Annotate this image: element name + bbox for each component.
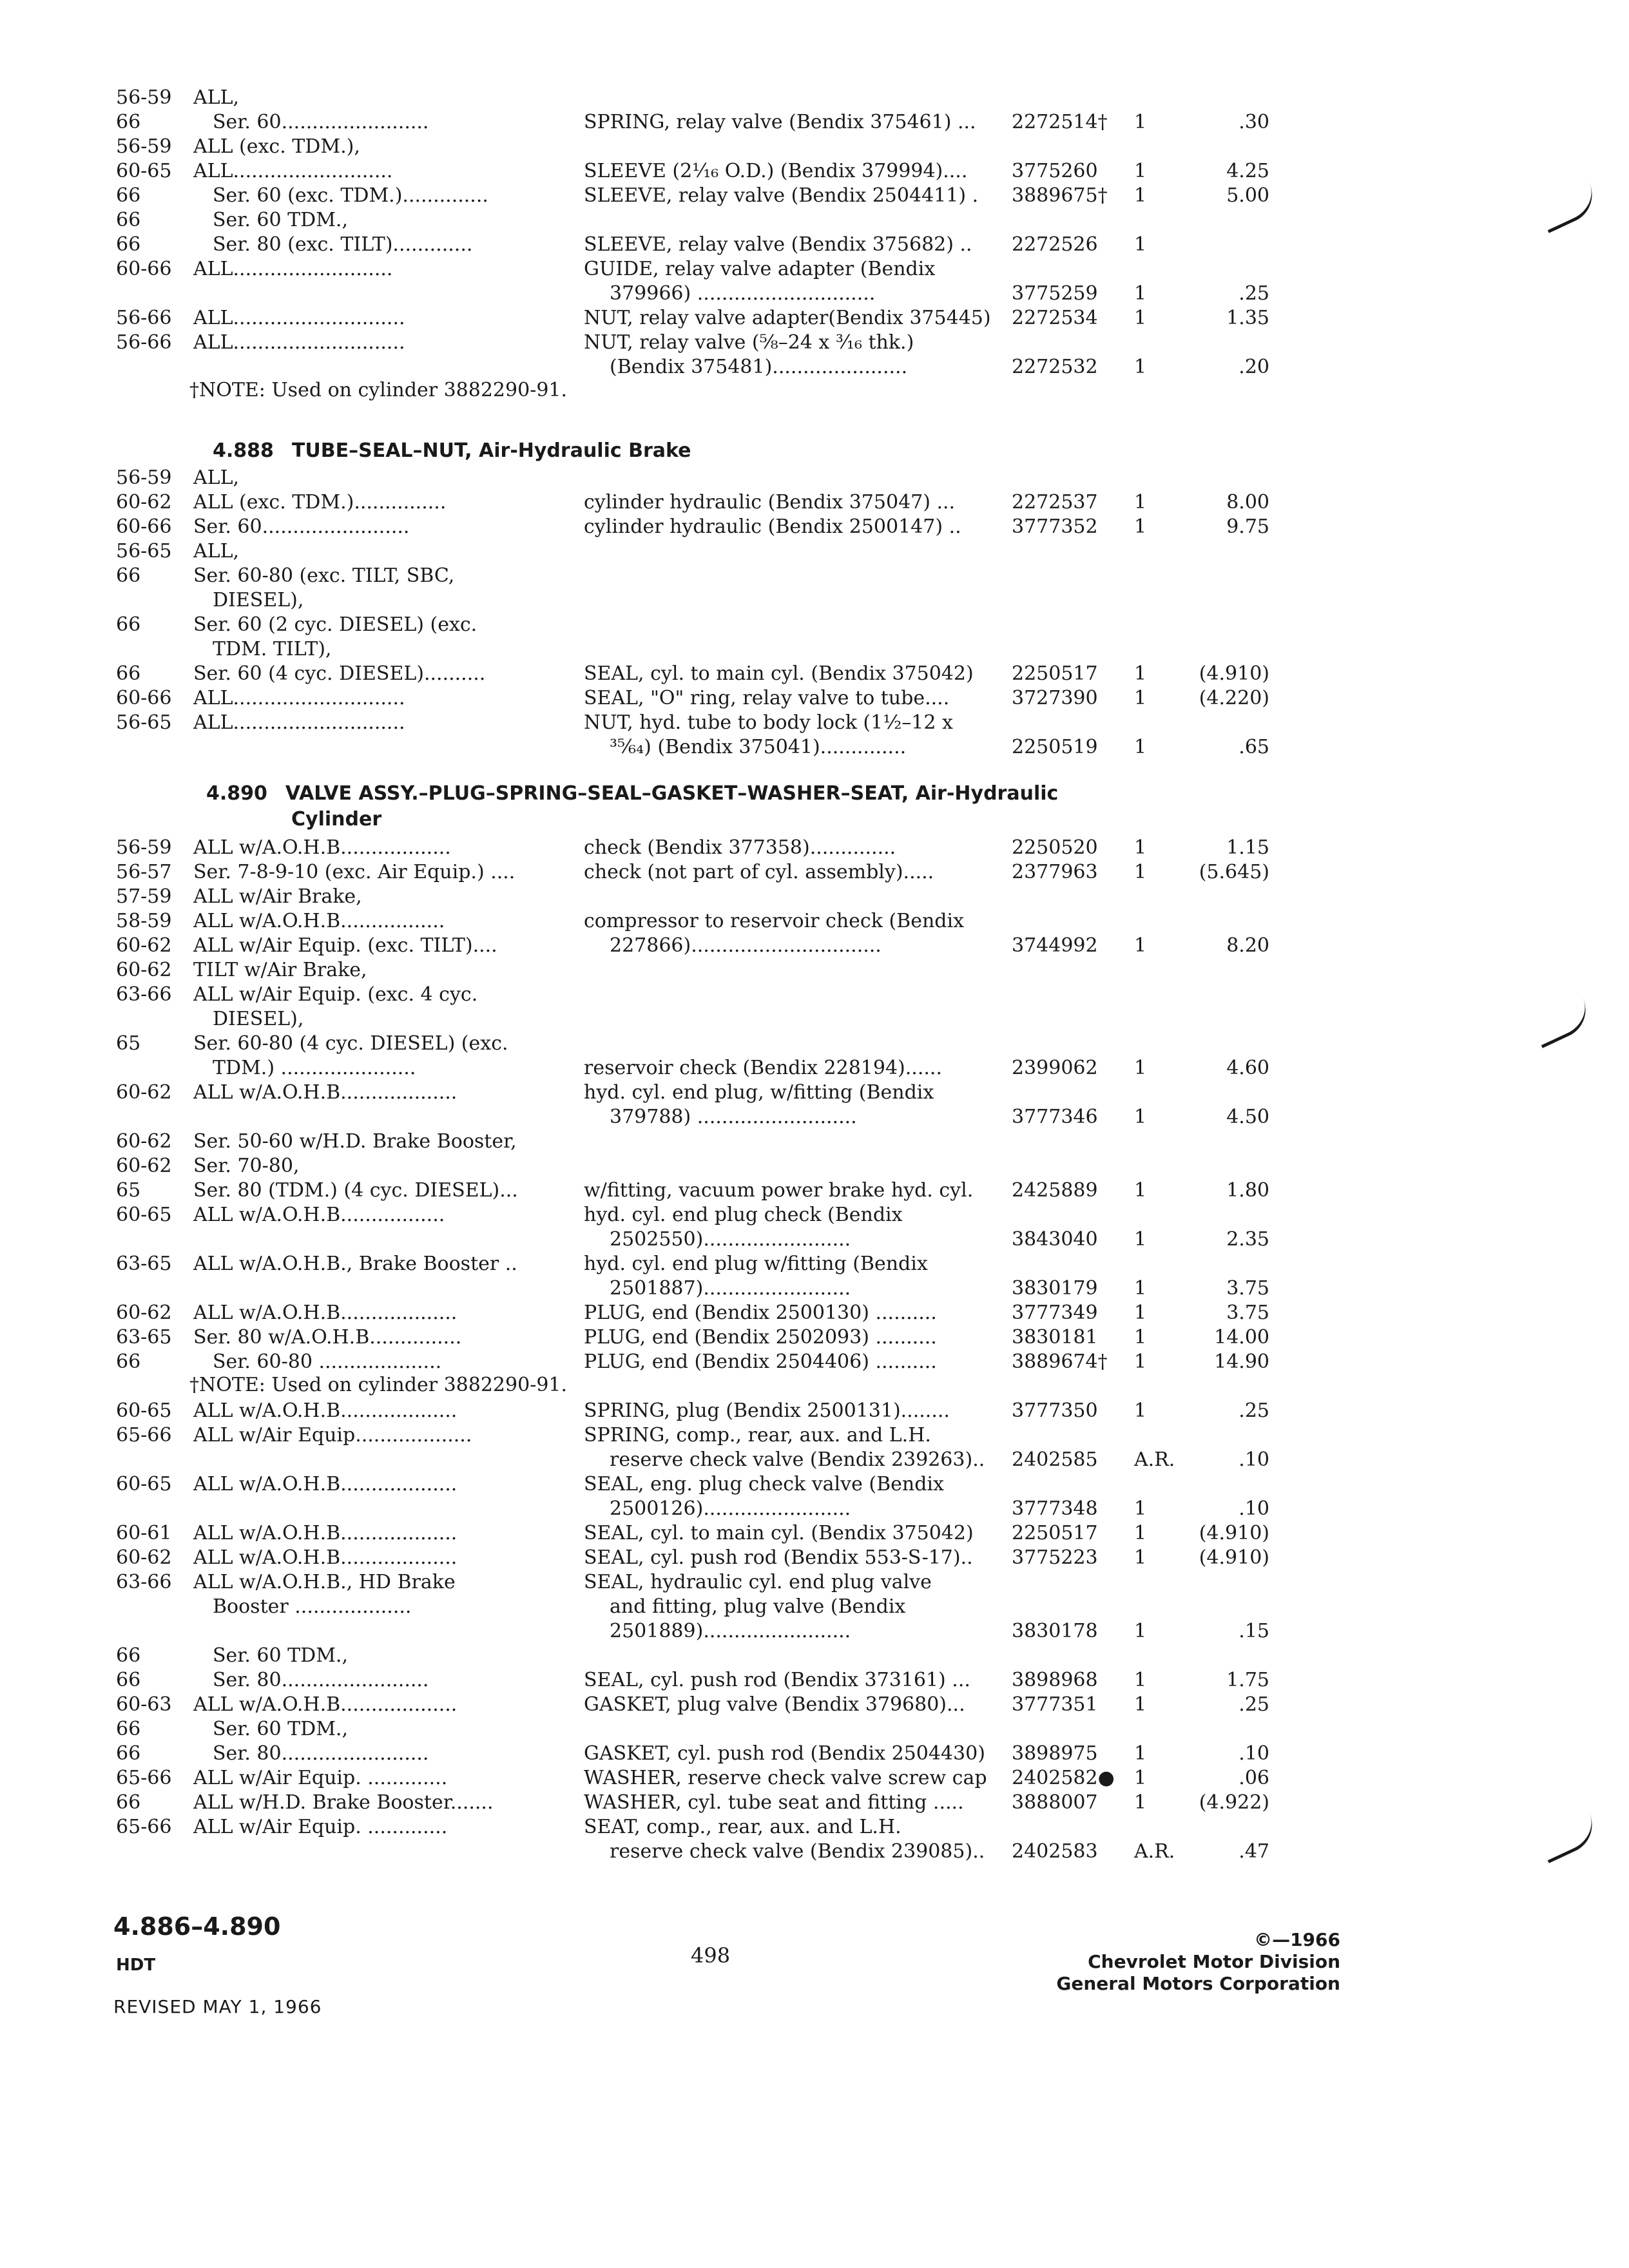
- model-years: 56-66: [116, 307, 172, 329]
- part-number: 2250519: [1012, 736, 1098, 758]
- part-description: PLUG, end (Bendix 2500130) ..........: [584, 1302, 937, 1324]
- model-years: 63-66: [116, 983, 172, 1006]
- quantity: 1: [1134, 1620, 1147, 1642]
- model-years: 56-59: [116, 466, 172, 489]
- part-description: SPRING, relay valve (Bendix 375461) ...: [584, 111, 976, 133]
- model-years: 63-65: [116, 1326, 172, 1349]
- part-description: w/fitting, vacuum power brake hyd. cyl.: [584, 1179, 974, 1202]
- model-applicability-continued: Ser. 60 TDM.,: [213, 1718, 348, 1740]
- quantity: 1: [1134, 1669, 1147, 1691]
- part-description: SEAL, cyl. to main cyl. (Bendix 375042): [584, 662, 974, 685]
- quantity: 1: [1134, 356, 1147, 378]
- model-years: 66: [116, 1669, 141, 1691]
- model-years: 60-65: [116, 1204, 172, 1226]
- model-years: 60-66: [116, 258, 172, 280]
- footer-division: HDT: [116, 1956, 156, 1975]
- model-years: 66: [116, 209, 141, 231]
- part-description: SEAL, eng. plug check valve (Bendix: [584, 1473, 944, 1495]
- price: (4.220): [1199, 687, 1269, 709]
- model-applicability: ALL w/Air Equip...................: [193, 1424, 472, 1446]
- section-title-continued: Cylinder: [291, 808, 382, 831]
- part-description: PLUG, end (Bendix 2504406) ..........: [584, 1350, 937, 1373]
- part-description-continued: 2501887)........................: [610, 1277, 851, 1300]
- quantity: 1: [1134, 736, 1147, 758]
- price: .10: [1239, 1742, 1269, 1765]
- quantity: 1: [1134, 1742, 1147, 1765]
- model-applicability-continued: Ser. 60-80 ....................: [213, 1350, 442, 1373]
- quantity: 1: [1134, 934, 1147, 957]
- part-description: SEAL, hydraulic cyl. end plug valve: [584, 1571, 932, 1593]
- price: 8.20: [1226, 934, 1269, 957]
- part-description-continued: reserve check valve (Bendix 239263)..: [610, 1448, 985, 1471]
- model-applicability: ALL............................: [193, 711, 405, 734]
- part-description: SPRING, comp., rear, aux. and L.H.: [584, 1424, 931, 1446]
- model-years: 66: [116, 662, 141, 685]
- model-applicability: Ser. 7-8-9-10 (exc. Air Equip.) ....: [193, 861, 516, 883]
- model-applicability: ALL w/A.O.H.B...................: [193, 1399, 458, 1422]
- model-applicability: ALL............................: [193, 331, 405, 354]
- part-description-continued: ³⁵⁄₆₄) (Bendix 375041)..............: [610, 736, 907, 758]
- price: 2.35: [1226, 1228, 1269, 1251]
- quantity: 1: [1134, 1350, 1147, 1373]
- model-applicability: ALL............................: [193, 687, 405, 709]
- footnote: †NOTE: Used on cylinder 3882290-91.: [189, 379, 568, 401]
- model-years: 60-61: [116, 1522, 172, 1544]
- part-number: 2272514†: [1012, 111, 1108, 133]
- part-number: 2377963: [1012, 861, 1098, 883]
- part-number: 3775259: [1012, 282, 1098, 305]
- price: 3.75: [1226, 1302, 1269, 1324]
- model-years: 57-59: [116, 885, 172, 908]
- part-number: 2250517: [1012, 1522, 1098, 1544]
- price: 9.75: [1226, 515, 1269, 538]
- part-description: SEAL, cyl. push rod (Bendix 373161) ...: [584, 1669, 970, 1691]
- model-applicability: Ser. 50-60 w/H.D. Brake Booster,: [193, 1130, 517, 1153]
- footer-section-range: 4.886–4.890: [113, 1912, 281, 1941]
- model-applicability: ALL............................: [193, 307, 405, 329]
- part-number: 2272534: [1012, 307, 1098, 329]
- quantity: A.R.: [1134, 1448, 1175, 1471]
- price: .25: [1239, 282, 1269, 305]
- quantity: 1: [1134, 233, 1147, 256]
- part-number: 2399062: [1012, 1057, 1098, 1079]
- model-applicability: Ser. 70-80,: [193, 1155, 300, 1177]
- model-years: 56-59: [116, 836, 172, 859]
- part-number: 2425889: [1012, 1179, 1098, 1202]
- price: (4.910): [1199, 1546, 1269, 1569]
- model-years: 60-66: [116, 687, 172, 709]
- quantity: 1: [1134, 1228, 1147, 1251]
- part-description: SEAL, cyl. to main cyl. (Bendix 375042): [584, 1522, 974, 1544]
- model-years: 66: [116, 111, 141, 133]
- model-years: 60-62: [116, 1130, 172, 1153]
- model-applicability-continued: Ser. 60 TDM.,: [213, 1644, 348, 1667]
- quantity: 1: [1134, 1546, 1147, 1569]
- quantity: 1: [1134, 861, 1147, 883]
- model-years: 58-59: [116, 910, 172, 932]
- part-description-continued: reserve check valve (Bendix 239085)..: [610, 1840, 985, 1863]
- price: .30: [1239, 111, 1269, 133]
- model-applicability: ALL,: [193, 86, 240, 109]
- part-number: 2272537: [1012, 491, 1098, 514]
- model-years: 66: [116, 1791, 141, 1814]
- part-description: NUT, relay valve adapter(Bendix 375445): [584, 307, 991, 329]
- model-years: 60-66: [116, 515, 172, 538]
- model-applicability: ALL w/A.O.H.B...................: [193, 1302, 458, 1324]
- part-description: check (not part of cyl. assembly).....: [584, 861, 934, 883]
- part-number: 3727390: [1012, 687, 1098, 709]
- section-number: 4.888: [213, 439, 274, 462]
- model-years: 60-63: [116, 1693, 172, 1716]
- part-number: 3898968: [1012, 1669, 1098, 1691]
- model-applicability-continued: DIESEL),: [213, 1008, 304, 1030]
- part-description: cylinder hydraulic (Bendix 375047) ...: [584, 491, 956, 514]
- model-years: 60-65: [116, 160, 172, 182]
- quantity: 1: [1134, 1326, 1147, 1349]
- part-description: compressor to reservoir check (Bendix: [584, 910, 964, 932]
- model-years: 56-59: [116, 135, 172, 158]
- page-number: 498: [691, 1943, 731, 1968]
- part-description: PLUG, end (Bendix 2502093) ..........: [584, 1326, 937, 1349]
- model-applicability: ALL w/A.O.H.B...................: [193, 1693, 458, 1716]
- price: (4.922): [1199, 1791, 1269, 1814]
- part-description-continued: 379966) .............................: [610, 282, 876, 305]
- model-applicability-continued: Ser. 60........................: [213, 111, 429, 133]
- part-number: 3775260: [1012, 160, 1098, 182]
- model-years: 60-65: [116, 1399, 172, 1422]
- model-years: 65: [116, 1032, 141, 1055]
- model-years: 60-65: [116, 1473, 172, 1495]
- model-applicability: ALL w/Air Equip. .............: [193, 1767, 448, 1789]
- model-years: 60-62: [116, 1302, 172, 1324]
- model-years: 56-65: [116, 711, 172, 734]
- part-description-continued: 227866)...............................: [610, 934, 882, 957]
- model-applicability: Ser. 60........................: [193, 515, 410, 538]
- model-years: 56-57: [116, 861, 172, 883]
- model-applicability-continued: Ser. 80........................: [213, 1742, 429, 1765]
- model-applicability: ALL w/A.O.H.B.................: [193, 910, 445, 932]
- model-applicability: ALL w/A.O.H.B.................: [193, 1204, 445, 1226]
- model-applicability: ALL w/A.O.H.B..................: [193, 836, 451, 859]
- part-description: WASHER, cyl. tube seat and fitting .....: [584, 1791, 964, 1814]
- part-number: 2272532: [1012, 356, 1098, 378]
- part-description: SLEEVE (2⅟₁₆ O.D.) (Bendix 379994)....: [584, 160, 968, 182]
- part-description: NUT, hyd. tube to body lock (1½–12 x: [584, 711, 953, 734]
- model-applicability: ALL w/A.O.H.B...................: [193, 1473, 458, 1495]
- part-number: 2250520: [1012, 836, 1098, 859]
- quantity: 1: [1134, 1179, 1147, 1202]
- model-applicability: ALL (exc. TDM.),: [193, 135, 360, 158]
- quantity: 1: [1134, 1693, 1147, 1716]
- price: 4.25: [1226, 160, 1269, 182]
- price: (4.910): [1199, 662, 1269, 685]
- part-description: hyd. cyl. end plug check (Bendix: [584, 1204, 903, 1226]
- model-applicability: ALL..........................: [193, 258, 393, 280]
- part-description: check (Bendix 377358)..............: [584, 836, 896, 859]
- quantity: 1: [1134, 160, 1147, 182]
- model-applicability: Ser. 60 (2 cyc. DIESEL) (exc.: [193, 613, 477, 636]
- model-years: 60-62: [116, 959, 172, 981]
- price: .47: [1239, 1840, 1269, 1863]
- quantity: 1: [1134, 515, 1147, 538]
- model-years: 56-59: [116, 86, 172, 109]
- model-applicability: ALL..........................: [193, 160, 393, 182]
- part-description: SLEEVE, relay valve (Bendix 2504411) .: [584, 184, 979, 207]
- parts-row: [0, 1838, 1629, 1866]
- section-title: VALVE ASSY.–PLUG–SPRING–SEAL–GASKET–WASHER–SEAT, Air-Hydraulic: [285, 782, 1059, 805]
- price: 8.00: [1226, 491, 1269, 514]
- model-years: 56-66: [116, 331, 172, 354]
- footnote-row: [0, 376, 1629, 405]
- quantity: 1: [1134, 111, 1147, 133]
- model-applicability-continued: TDM. TILT),: [213, 638, 332, 660]
- quantity: A.R.: [1134, 1840, 1175, 1863]
- part-number: 3777349: [1012, 1302, 1098, 1324]
- model-applicability: ALL w/Air Equip. (exc. TILT)....: [193, 934, 497, 957]
- part-description-continued: (Bendix 375481)......................: [610, 356, 908, 378]
- price: 3.75: [1226, 1277, 1269, 1300]
- part-number: 3830181: [1012, 1326, 1098, 1349]
- model-applicability: ALL w/Air Equip. .............: [193, 1816, 448, 1838]
- model-applicability: ALL w/A.O.H.B., Brake Booster ..: [193, 1253, 517, 1275]
- quantity: 1: [1134, 687, 1147, 709]
- part-description: SLEEVE, relay valve (Bendix 375682) ..: [584, 233, 972, 256]
- model-years: 66: [116, 564, 141, 587]
- model-years: 56-65: [116, 540, 172, 562]
- quantity: 1: [1134, 491, 1147, 514]
- model-applicability-continued: Ser. 60 (exc. TDM.)..............: [213, 184, 488, 207]
- part-description-continued: 2502550)........................: [610, 1228, 851, 1251]
- part-description-continued: 2500126)........................: [610, 1497, 851, 1520]
- quantity: 1: [1134, 1522, 1147, 1544]
- part-description-continued: and fitting, plug valve (Bendix: [610, 1595, 906, 1618]
- price: 4.60: [1226, 1057, 1269, 1079]
- part-number: 3777350: [1012, 1399, 1098, 1422]
- part-number: 3777348: [1012, 1497, 1098, 1520]
- model-years: 63-65: [116, 1253, 172, 1275]
- quantity: 1: [1134, 1399, 1147, 1422]
- model-years: 66: [116, 184, 141, 207]
- model-applicability: ALL,: [193, 540, 240, 562]
- model-applicability-continued: Booster ...................: [213, 1595, 412, 1618]
- price: 1.80: [1226, 1179, 1269, 1202]
- quantity: 1: [1134, 662, 1147, 685]
- section-title: TUBE–SEAL–NUT, Air-Hydraulic Brake: [291, 439, 691, 462]
- model-years: 66: [116, 1644, 141, 1667]
- model-years: 66: [116, 1350, 141, 1373]
- model-applicability-continued: Ser. 80........................: [213, 1669, 429, 1691]
- model-years: 66: [116, 1718, 141, 1740]
- price: 14.90: [1214, 1350, 1269, 1373]
- part-description: SEAL, cyl. push rod (Bendix 553-S-17)..: [584, 1546, 973, 1569]
- part-number: 3744992: [1012, 934, 1098, 957]
- part-description: GASKET, plug valve (Bendix 379680)...: [584, 1693, 965, 1716]
- quantity: 1: [1134, 1302, 1147, 1324]
- model-years: 63-66: [116, 1571, 172, 1593]
- model-applicability: TILT w/Air Brake,: [193, 959, 367, 981]
- model-years: 65-66: [116, 1767, 172, 1789]
- price: (5.645): [1199, 861, 1269, 883]
- quantity: 1: [1134, 1106, 1147, 1128]
- part-description: GASKET, cyl. push rod (Bendix 2504430): [584, 1742, 985, 1765]
- footer-copyright: ©—1966: [1254, 1929, 1340, 1950]
- model-applicability: Ser. 80 (TDM.) (4 cyc. DIESEL)...: [193, 1179, 518, 1202]
- footer-company-line2: General Motors Corporation: [1056, 1973, 1340, 1994]
- quantity: 1: [1134, 307, 1147, 329]
- price: 4.50: [1226, 1106, 1269, 1128]
- price: .25: [1239, 1399, 1269, 1422]
- footer-company-line1: Chevrolet Motor Division: [1088, 1951, 1340, 1972]
- model-applicability: ALL w/A.O.H.B...................: [193, 1081, 458, 1104]
- part-description: SEAT, comp., rear, aux. and L.H.: [584, 1816, 901, 1838]
- model-years: 65-66: [116, 1424, 172, 1446]
- quantity: 1: [1134, 1791, 1147, 1814]
- part-number: 3889674†: [1012, 1350, 1108, 1373]
- price: 1.35: [1226, 307, 1269, 329]
- part-description: GUIDE, relay valve adapter (Bendix: [584, 258, 936, 280]
- quantity: 1: [1134, 1057, 1147, 1079]
- part-number: 2402582●: [1012, 1767, 1115, 1789]
- price: 1.75: [1226, 1669, 1269, 1691]
- section-number: 4.890: [206, 782, 267, 805]
- parts-row: [0, 733, 1629, 762]
- quantity: 1: [1134, 1497, 1147, 1520]
- part-description: WASHER, reserve check valve screw cap: [584, 1767, 987, 1789]
- part-description: hyd. cyl. end plug, w/fitting (Bendix: [584, 1081, 934, 1104]
- part-number: 3888007: [1012, 1791, 1098, 1814]
- model-applicability: Ser. 80 w/A.O.H.B...............: [193, 1326, 462, 1349]
- price: 1.15: [1226, 836, 1269, 859]
- price: .25: [1239, 1693, 1269, 1716]
- model-years: 60-62: [116, 1155, 172, 1177]
- price: 5.00: [1226, 184, 1269, 207]
- model-applicability-continued: DIESEL),: [213, 589, 304, 611]
- model-years: 60-62: [116, 1546, 172, 1569]
- price: .06: [1239, 1767, 1269, 1789]
- part-number: 2250517: [1012, 662, 1098, 685]
- model-applicability: ALL w/A.O.H.B...................: [193, 1546, 458, 1569]
- price: .15: [1239, 1620, 1269, 1642]
- part-number: 3777352: [1012, 515, 1098, 538]
- model-applicability: ALL (exc. TDM.)...............: [193, 491, 447, 514]
- price: .20: [1239, 356, 1269, 378]
- model-applicability: ALL w/Air Brake,: [193, 885, 362, 908]
- part-description: reservoir check (Bendix 228194)......: [584, 1057, 942, 1079]
- part-description-continued: 2501889)........................: [610, 1620, 851, 1642]
- model-years: 66: [116, 233, 141, 256]
- model-applicability: Ser. 60-80 (exc. TILT, SBC,: [193, 564, 455, 587]
- model-years: 60-62: [116, 1081, 172, 1104]
- part-number: 3843040: [1012, 1228, 1098, 1251]
- part-number: 3777346: [1012, 1106, 1098, 1128]
- quantity: 1: [1134, 1767, 1147, 1789]
- price: (4.910): [1199, 1522, 1269, 1544]
- model-applicability: Ser. 60 (4 cyc. DIESEL)..........: [193, 662, 486, 685]
- part-number: 2402583: [1012, 1840, 1098, 1863]
- part-number: 3898975: [1012, 1742, 1098, 1765]
- part-number: 3775223: [1012, 1546, 1098, 1569]
- part-number: 3889675†: [1012, 184, 1108, 207]
- part-description: cylinder hydraulic (Bendix 2500147) ..: [584, 515, 961, 538]
- model-years: 66: [116, 1742, 141, 1765]
- part-number: 3830179: [1012, 1277, 1098, 1300]
- section-heading: [213, 436, 691, 466]
- model-years: 65: [116, 1179, 141, 1202]
- model-years: 66: [116, 613, 141, 636]
- model-applicability: ALL w/H.D. Brake Booster.......: [193, 1791, 494, 1814]
- quantity: 1: [1134, 184, 1147, 207]
- part-description: NUT, relay valve (⅝–24 x ³⁄₁₆ thk.): [584, 331, 914, 354]
- model-applicability: ALL w/A.O.H.B., HD Brake: [193, 1571, 456, 1593]
- part-number: 2402585: [1012, 1448, 1098, 1471]
- quantity: 1: [1134, 1277, 1147, 1300]
- part-number: 2272526: [1012, 233, 1098, 256]
- model-applicability: ALL w/Air Equip. (exc. 4 cyc.: [193, 983, 478, 1006]
- part-number: 3830178: [1012, 1620, 1098, 1642]
- part-number: 3777351: [1012, 1693, 1098, 1716]
- quantity: 1: [1134, 836, 1147, 859]
- model-applicability: ALL w/A.O.H.B...................: [193, 1522, 458, 1544]
- model-applicability: Ser. 60-80 (4 cyc. DIESEL) (exc.: [193, 1032, 508, 1055]
- part-description: SPRING, plug (Bendix 2500131)........: [584, 1399, 950, 1422]
- price: 14.00: [1214, 1326, 1269, 1349]
- model-applicability-continued: Ser. 60 TDM.,: [213, 209, 348, 231]
- model-applicability: ALL,: [193, 466, 240, 489]
- part-description-continued: 379788) ..........................: [610, 1106, 857, 1128]
- model-years: 60-62: [116, 491, 172, 514]
- footnote-row: [0, 1371, 1629, 1399]
- price: .65: [1239, 736, 1269, 758]
- part-description: hyd. cyl. end plug w/fitting (Bendix: [584, 1253, 928, 1275]
- price: .10: [1239, 1497, 1269, 1520]
- model-years: 65-66: [116, 1816, 172, 1838]
- model-applicability-continued: TDM.) ......................: [213, 1057, 416, 1079]
- part-description: SEAL, "O" ring, relay valve to tube....: [584, 687, 950, 709]
- model-applicability-continued: Ser. 80 (exc. TILT).............: [213, 233, 473, 256]
- footer-revised-date: REVISED MAY 1, 1966: [113, 1996, 322, 2017]
- quantity: 1: [1134, 282, 1147, 305]
- footnote: †NOTE: Used on cylinder 3882290-91.: [189, 1374, 568, 1396]
- model-years: 60-62: [116, 934, 172, 957]
- price: .10: [1239, 1448, 1269, 1471]
